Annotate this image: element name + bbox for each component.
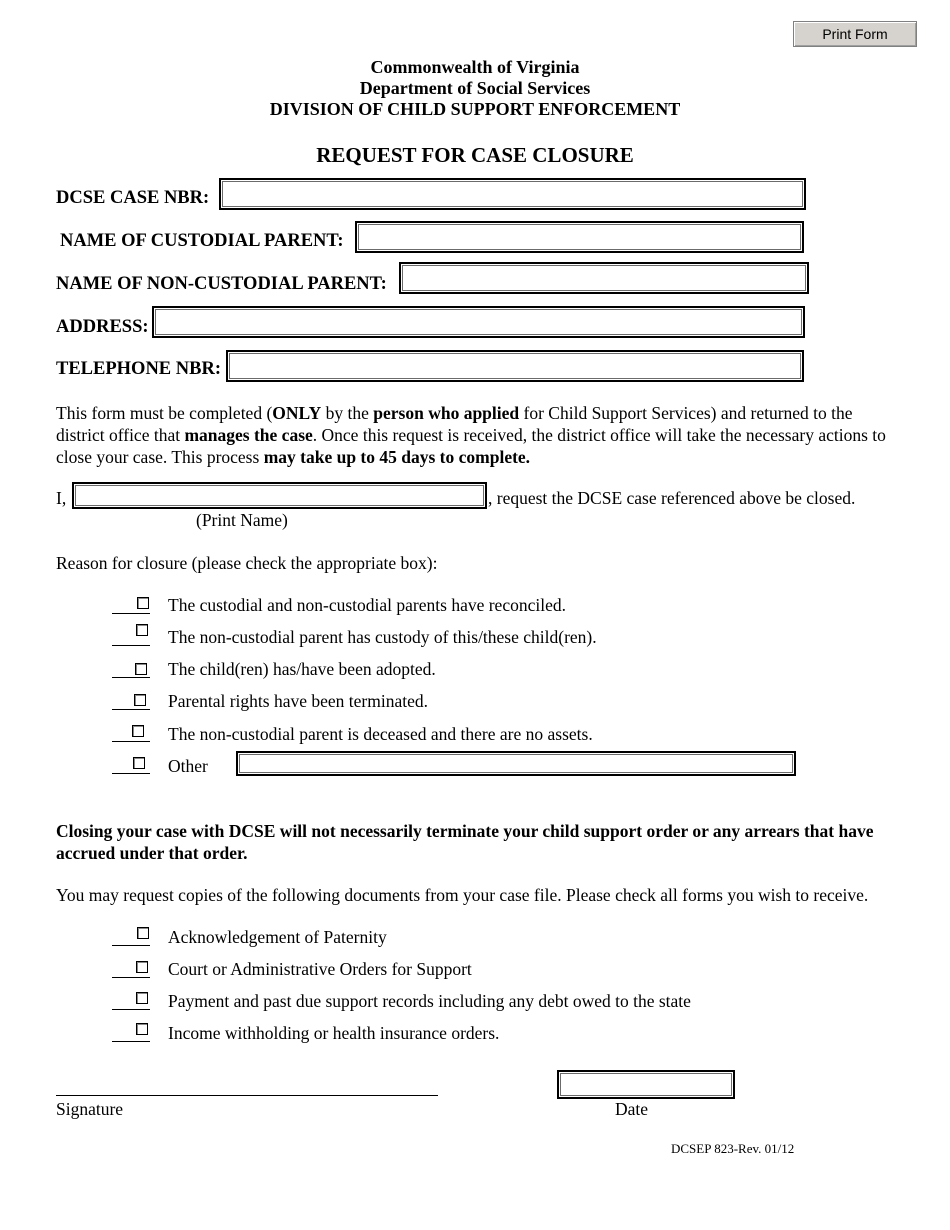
reason-label-other: Other xyxy=(168,756,208,776)
print-name-caption: (Print Name) xyxy=(196,510,288,530)
reason-label-reconciled: The custodial and non-custodial parents have reconciled. xyxy=(168,595,566,615)
custodial-parent-field[interactable] xyxy=(355,221,804,253)
custodial-parent-label: NAME OF CUSTODIAL PARENT: xyxy=(60,231,344,251)
request-suffix: , request the DCSE case referenced above be closed. xyxy=(488,488,856,508)
signature-label: Signature xyxy=(56,1099,124,1119)
telephone-label: TELEPHONE NBR: xyxy=(56,359,221,379)
header-department: Department of Social Services xyxy=(359,78,591,98)
document-checkbox-paternity[interactable] xyxy=(137,927,149,939)
reason-underline xyxy=(112,613,150,614)
reason-label-ncp-custody: The non-custodial parent has custody of this/these child(ren). xyxy=(168,627,597,647)
print-form-button[interactable]: Print Form xyxy=(793,21,917,47)
other-reason-field[interactable] xyxy=(236,751,796,776)
case-nbr-field[interactable] xyxy=(219,178,806,210)
document-checkbox-orders[interactable] xyxy=(136,961,148,973)
page-title: REQUEST FOR CASE CLOSURE xyxy=(316,143,634,167)
print-name-field[interactable] xyxy=(72,482,487,509)
case-nbr-label: DCSE CASE NBR: xyxy=(56,188,210,208)
non-custodial-parent-label: NAME OF NON-CUSTODIAL PARENT: xyxy=(56,274,387,294)
request-prefix: I, xyxy=(56,488,67,508)
header-division: DIVISION OF CHILD SUPPORT ENFORCEMENT xyxy=(269,99,681,119)
address-label: ADDRESS: xyxy=(56,317,149,337)
reason-checkbox-rights-terminated[interactable] xyxy=(134,694,146,706)
date-field[interactable] xyxy=(557,1070,735,1099)
reason-underline xyxy=(112,709,150,710)
document-label-payment-records: Payment and past due support records including any debt owed to the state xyxy=(168,991,691,1011)
document-checkbox-payment-records[interactable] xyxy=(136,992,148,1004)
document-checkbox-withholding[interactable] xyxy=(136,1023,148,1035)
document-underline xyxy=(112,945,150,946)
document-label-withholding: Income withholding or health insurance orders. xyxy=(168,1023,500,1043)
document-label-orders: Court or Administrative Orders for Support xyxy=(168,959,472,979)
document-underline xyxy=(112,1009,150,1010)
reason-underline xyxy=(112,645,150,646)
non-custodial-parent-field[interactable] xyxy=(399,262,809,294)
date-label: Date xyxy=(615,1099,649,1119)
reason-label-rights-terminated: Parental rights have been terminated. xyxy=(168,691,428,711)
reason-checkbox-ncp-custody[interactable] xyxy=(136,624,148,636)
reason-checkbox-deceased[interactable] xyxy=(132,725,144,737)
reason-checkbox-adopted[interactable] xyxy=(135,663,147,675)
reason-underline xyxy=(112,741,150,742)
form-id: DCSEP 823-Rev. 01/12 xyxy=(671,1141,795,1156)
reason-underline xyxy=(112,773,150,774)
reason-checkbox-other[interactable] xyxy=(133,757,145,769)
reason-underline xyxy=(112,677,150,678)
reason-label-adopted: The child(ren) has/have been adopted. xyxy=(168,659,436,679)
closure-warning: Closing your case with DCSE will not necessarily terminate your child support order or any arrears that have accrued under that order. xyxy=(56,821,874,863)
documents-intro: You may request copies of the following documents from your case file. Please check all forms you wish to receive. xyxy=(56,885,869,905)
document-label-paternity: Acknowledgement of Paternity xyxy=(168,927,387,947)
telephone-field[interactable] xyxy=(226,350,804,382)
instructions-paragraph: This form must be completed (ONLY by the person who applied for Child Support Services) and returned to the district office that manages the case. Once this request is received, the district office will take the necessary actions to close your case. This process may take up to 45 days to complete. xyxy=(56,403,886,467)
reason-heading: Reason for closure (please check the appropriate box): xyxy=(56,553,438,573)
document-underline xyxy=(112,977,150,978)
reason-checkbox-reconciled[interactable] xyxy=(137,597,149,609)
address-field[interactable] xyxy=(152,306,805,338)
signature-line xyxy=(56,1095,438,1096)
header-commonwealth: Commonwealth of Virginia xyxy=(370,57,580,77)
reason-label-deceased: The non-custodial parent is deceased and there are no assets. xyxy=(168,724,593,744)
document-underline xyxy=(112,1041,150,1042)
